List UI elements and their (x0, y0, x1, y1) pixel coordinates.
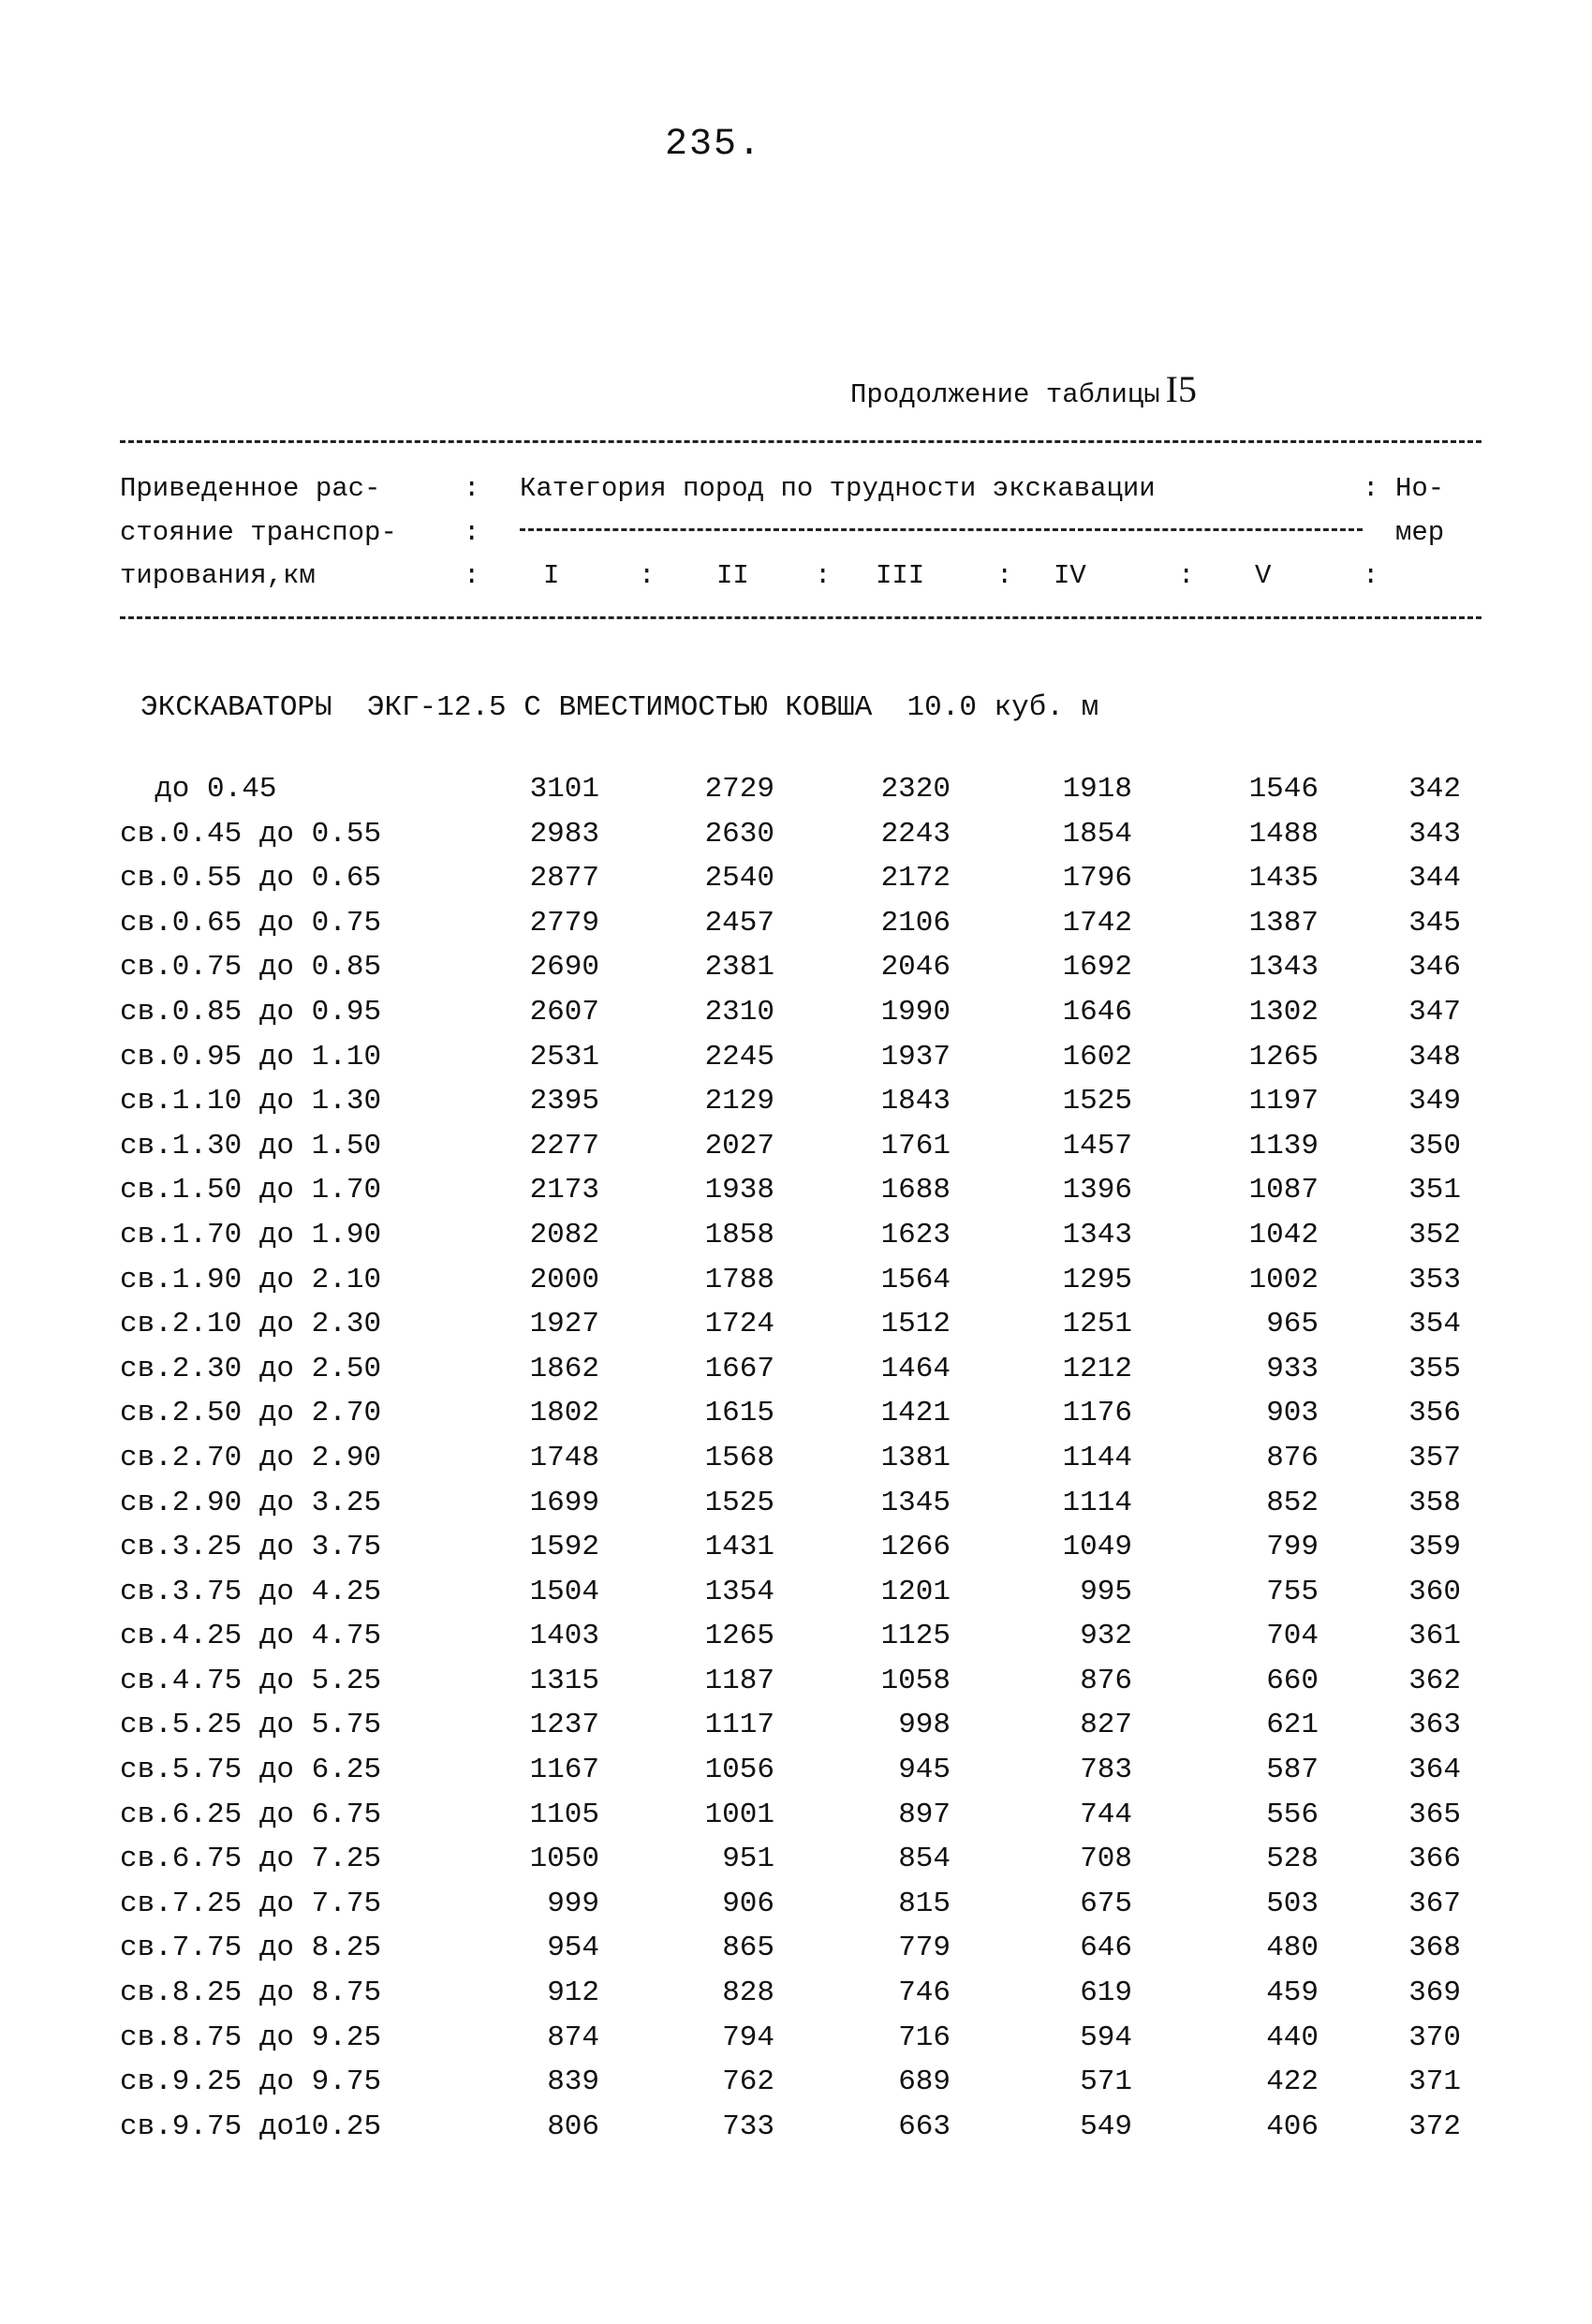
header-sep: : (464, 560, 480, 591)
distance-label: св.7.75 до 8.25 (120, 1932, 382, 1965)
table-row (0, 1219, 1592, 1264)
row-number: 345 (1408, 906, 1461, 940)
header-sep: : (1363, 560, 1379, 591)
value-category-V: 1002 (1248, 1263, 1319, 1296)
section-title: ЭКСКАВАТОРЫ ЭКГ-12.5 С ВМЕСТИМОСТЬЮ КОВША 10.0 куб. м (140, 691, 1099, 724)
value-category-IV: 1646 (1062, 995, 1132, 1029)
distance-label: св.7.25 до 7.75 (120, 1887, 382, 1920)
value-category-III: 1937 (880, 1040, 951, 1073)
value-category-III: 689 (898, 2065, 951, 2099)
table-row (0, 1932, 1592, 1976)
row-number: 348 (1408, 1040, 1461, 1073)
value-category-II: 2027 (704, 1129, 774, 1162)
row-number: 365 (1408, 1798, 1461, 1831)
value-category-II: 951 (722, 1843, 774, 1876)
distance-label: св.5.25 до 5.75 (120, 1709, 382, 1742)
table-caption (850, 367, 1197, 411)
table-row (0, 996, 1592, 1041)
value-category-I: 1802 (529, 1397, 599, 1430)
value-category-III: 1266 (880, 1531, 951, 1564)
value-category-I: 839 (547, 2065, 599, 2099)
value-category-IV: 932 (1080, 1620, 1132, 1653)
row-number: 368 (1408, 1932, 1461, 1965)
value-category-II: 2381 (704, 951, 774, 984)
row-number: 351 (1408, 1174, 1461, 1207)
value-category-III: 2320 (880, 773, 951, 806)
value-category-IV: 646 (1080, 1932, 1132, 1965)
distance-label: св.0.45 до 0.55 (120, 817, 382, 851)
value-category-IV: 1396 (1062, 1174, 1132, 1207)
table-row (0, 951, 1592, 996)
value-category-II: 2245 (704, 1040, 774, 1073)
row-number: 370 (1408, 2021, 1461, 2054)
row-number: 366 (1408, 1843, 1461, 1876)
value-category-I: 912 (547, 1976, 599, 2010)
value-category-IV: 675 (1080, 1887, 1132, 1920)
table-row (0, 818, 1592, 863)
data-table (0, 773, 1592, 2154)
value-category-I: 2779 (529, 906, 599, 940)
value-category-I: 1403 (529, 1620, 599, 1653)
header-group-title: Категория пород по трудности экскавации (520, 473, 1156, 504)
row-number: 352 (1408, 1218, 1461, 1251)
table-row (0, 1576, 1592, 1621)
table-row (0, 1531, 1592, 1576)
row-number: 362 (1408, 1664, 1461, 1697)
value-category-II: 2729 (704, 773, 774, 806)
table-row (0, 2110, 1592, 2155)
table-row (0, 1620, 1592, 1665)
value-category-IV: 995 (1080, 1575, 1132, 1608)
table-row (0, 1442, 1592, 1487)
value-category-V: 660 (1266, 1664, 1319, 1697)
value-category-I: 999 (547, 1887, 599, 1920)
value-category-III: 2243 (880, 817, 951, 851)
value-category-V: 1197 (1248, 1085, 1319, 1118)
value-category-III: 998 (898, 1709, 951, 1742)
row-number: 367 (1408, 1887, 1461, 1920)
table-row (0, 1709, 1592, 1754)
header-category-IV: IV (1054, 560, 1086, 591)
table-row (0, 1041, 1592, 1086)
row-number: 364 (1408, 1754, 1461, 1787)
value-category-III: 815 (898, 1887, 951, 1920)
distance-label: св.0.85 до 0.95 (120, 995, 382, 1029)
value-category-II: 2540 (704, 862, 774, 896)
distance-label: св.1.30 до 1.50 (120, 1129, 382, 1162)
table-row (0, 1264, 1592, 1309)
row-number: 359 (1408, 1531, 1461, 1564)
distance-label: св.6.25 до 6.75 (120, 1798, 382, 1831)
value-category-I: 954 (547, 1932, 599, 1965)
header-top-rule (120, 440, 1481, 443)
value-category-V: 1343 (1248, 951, 1319, 984)
row-number: 361 (1408, 1620, 1461, 1653)
value-category-IV: 1854 (1062, 817, 1132, 851)
value-category-IV: 876 (1080, 1664, 1132, 1697)
header-sep: : (1363, 473, 1379, 504)
value-category-II: 1667 (704, 1352, 774, 1385)
value-category-I: 2531 (529, 1040, 599, 1073)
header-category-V: V (1255, 560, 1272, 591)
header-category-III: III (876, 560, 925, 591)
row-number: 363 (1408, 1709, 1461, 1742)
value-category-IV: 744 (1080, 1798, 1132, 1831)
value-category-III: 1990 (880, 995, 951, 1029)
value-category-III: 1125 (880, 1620, 951, 1653)
table-row (0, 862, 1592, 907)
value-category-II: 762 (722, 2065, 774, 2099)
value-category-IV: 827 (1080, 1709, 1132, 1742)
header-col1-line3: тирования,км (120, 560, 316, 591)
row-number: 347 (1408, 995, 1461, 1029)
value-category-III: 897 (898, 1798, 951, 1831)
row-number: 349 (1408, 1085, 1461, 1118)
value-category-V: 965 (1266, 1308, 1319, 1341)
value-category-III: 1464 (880, 1352, 951, 1385)
value-category-V: 1087 (1248, 1174, 1319, 1207)
distance-label: св.4.75 до 5.25 (120, 1664, 382, 1697)
table-row (0, 1487, 1592, 1532)
distance-label: св.5.75 до 6.25 (120, 1754, 382, 1787)
value-category-IV: 1212 (1062, 1352, 1132, 1385)
value-category-V: 1387 (1248, 906, 1319, 940)
distance-label: св.3.75 до 4.25 (120, 1575, 382, 1608)
header-number-line2: мер (1395, 517, 1445, 548)
distance-label: св.2.70 до 2.90 (120, 1441, 382, 1474)
value-category-IV: 1796 (1062, 862, 1132, 896)
value-category-II: 1117 (704, 1709, 774, 1742)
table-row (0, 1887, 1592, 1932)
row-number: 357 (1408, 1441, 1461, 1474)
header-category-II: II (716, 560, 749, 591)
header-sep: : (815, 560, 832, 591)
header-sep: : (639, 560, 656, 591)
value-category-IV: 1525 (1062, 1085, 1132, 1118)
row-number: 371 (1408, 2065, 1461, 2099)
value-category-III: 716 (898, 2021, 951, 2054)
value-category-III: 746 (898, 1976, 951, 2010)
distance-label: св.8.25 до 8.75 (120, 1976, 382, 2010)
value-category-IV: 1114 (1062, 1486, 1132, 1519)
value-category-III: 1564 (880, 1263, 951, 1296)
header-sep: : (1178, 560, 1195, 591)
distance-label: св.9.25 до 9.75 (120, 2065, 382, 2099)
distance-label: св.0.75 до 0.85 (120, 951, 382, 984)
value-category-IV: 571 (1080, 2065, 1132, 2099)
table-row (0, 1976, 1592, 2021)
value-category-I: 1167 (529, 1754, 599, 1787)
value-category-V: 799 (1266, 1531, 1319, 1564)
value-category-V: 621 (1266, 1709, 1319, 1742)
value-category-V: 503 (1266, 1887, 1319, 1920)
header-col1-line2: стояние транспор- (120, 517, 397, 548)
distance-label: св.4.25 до 4.75 (120, 1620, 382, 1653)
distance-label: св.1.90 до 2.10 (120, 1263, 382, 1296)
value-category-II: 2310 (704, 995, 774, 1029)
distance-label: св.8.75 до 9.25 (120, 2021, 382, 2054)
table-row (0, 907, 1592, 952)
row-number: 353 (1408, 1263, 1461, 1296)
table-row (0, 1665, 1592, 1710)
distance-label: св.1.70 до 1.90 (120, 1218, 382, 1251)
value-category-II: 2457 (704, 906, 774, 940)
value-category-V: 587 (1266, 1754, 1319, 1787)
value-category-I: 1699 (529, 1486, 599, 1519)
value-category-I: 806 (547, 2109, 599, 2143)
value-category-I: 3101 (529, 773, 599, 806)
distance-label: св.2.50 до 2.70 (120, 1397, 382, 1430)
distance-label: св.9.75 до10.25 (120, 2109, 382, 2143)
distance-label: св.2.10 до 2.30 (120, 1308, 382, 1341)
value-category-III: 854 (898, 1843, 951, 1876)
value-category-II: 1615 (704, 1397, 774, 1430)
value-category-II: 828 (722, 1976, 774, 2010)
row-number: 360 (1408, 1575, 1461, 1608)
header-sep: : (464, 473, 480, 504)
row-number: 372 (1408, 2109, 1461, 2143)
value-category-IV: 1251 (1062, 1308, 1132, 1341)
value-category-II: 1938 (704, 1174, 774, 1207)
value-category-III: 1421 (880, 1397, 951, 1430)
value-category-III: 2106 (880, 906, 951, 940)
table-row (0, 1397, 1592, 1442)
value-category-I: 1927 (529, 1308, 599, 1341)
header-col1-line1: Приведенное рас- (120, 473, 381, 504)
value-category-I: 1504 (529, 1575, 599, 1608)
row-number: 358 (1408, 1486, 1461, 1519)
row-number: 343 (1408, 817, 1461, 851)
value-category-III: 779 (898, 1932, 951, 1965)
value-category-I: 1315 (529, 1664, 599, 1697)
value-category-V: 1546 (1248, 773, 1319, 806)
value-category-II: 1788 (704, 1263, 774, 1296)
distance-label: св.0.65 до 0.75 (120, 906, 382, 940)
value-category-III: 1761 (880, 1129, 951, 1162)
header-sep: : (464, 517, 480, 548)
value-category-II: 1056 (704, 1754, 774, 1787)
distance-label: св.2.90 до 3.25 (120, 1486, 382, 1519)
value-category-II: 1265 (704, 1620, 774, 1653)
table-row (0, 1843, 1592, 1887)
value-category-II: 1187 (704, 1664, 774, 1697)
value-category-V: 1488 (1248, 817, 1319, 851)
value-category-V: 528 (1266, 1843, 1319, 1876)
value-category-I: 1105 (529, 1798, 599, 1831)
value-category-II: 1431 (704, 1531, 774, 1564)
value-category-II: 733 (722, 2109, 774, 2143)
value-category-III: 663 (898, 2109, 951, 2143)
value-category-IV: 1343 (1062, 1218, 1132, 1251)
value-category-IV: 1742 (1062, 906, 1132, 940)
value-category-II: 1354 (704, 1575, 774, 1608)
value-category-I: 2082 (529, 1218, 599, 1251)
header-inner-rule (520, 528, 1363, 531)
value-category-II: 1568 (704, 1441, 774, 1474)
value-category-III: 1512 (880, 1308, 951, 1341)
header-number-line1: Но- (1395, 473, 1445, 504)
value-category-I: 2983 (529, 817, 599, 851)
value-category-V: 1042 (1248, 1218, 1319, 1251)
value-category-III: 2046 (880, 951, 951, 984)
page-number: 235. (665, 124, 763, 166)
value-category-I: 1748 (529, 1441, 599, 1474)
value-category-I: 2277 (529, 1129, 599, 1162)
row-number: 354 (1408, 1308, 1461, 1341)
value-category-V: 755 (1266, 1575, 1319, 1608)
value-category-II: 1525 (704, 1486, 774, 1519)
distance-label: св.1.10 до 1.30 (120, 1085, 382, 1118)
value-category-I: 1237 (529, 1709, 599, 1742)
row-number: 344 (1408, 862, 1461, 896)
value-category-I: 2395 (529, 1085, 599, 1118)
value-category-III: 1058 (880, 1664, 951, 1697)
distance-label: св.1.50 до 1.70 (120, 1174, 382, 1207)
value-category-V: 1302 (1248, 995, 1319, 1029)
table-number: I5 (1165, 368, 1197, 410)
value-category-III: 1623 (880, 1218, 951, 1251)
value-category-V: 1435 (1248, 862, 1319, 896)
value-category-V: 1139 (1248, 1129, 1319, 1162)
value-category-V: 852 (1266, 1486, 1319, 1519)
value-category-III: 2172 (880, 862, 951, 896)
value-category-II: 1724 (704, 1308, 774, 1341)
row-number: 369 (1408, 1976, 1461, 2010)
value-category-III: 1843 (880, 1085, 951, 1118)
header-bottom-rule (120, 616, 1481, 619)
value-category-IV: 619 (1080, 1976, 1132, 2010)
value-category-II: 2630 (704, 817, 774, 851)
value-category-I: 1050 (529, 1843, 599, 1876)
header-category-I: I (543, 560, 560, 591)
table-row (0, 1754, 1592, 1799)
value-category-III: 1201 (880, 1575, 951, 1608)
value-category-IV: 1049 (1062, 1531, 1132, 1564)
table-row (0, 1799, 1592, 1843)
value-category-V: 704 (1266, 1620, 1319, 1653)
value-category-II: 1001 (704, 1798, 774, 1831)
value-category-IV: 1144 (1062, 1441, 1132, 1474)
value-category-IV: 594 (1080, 2021, 1132, 2054)
value-category-IV: 1602 (1062, 1040, 1132, 1073)
value-category-I: 2877 (529, 862, 599, 896)
value-category-IV: 1918 (1062, 773, 1132, 806)
value-category-IV: 1295 (1062, 1263, 1132, 1296)
value-category-II: 2129 (704, 1085, 774, 1118)
table-row (0, 773, 1592, 818)
value-category-I: 874 (547, 2021, 599, 2054)
value-category-III: 945 (898, 1754, 951, 1787)
distance-label: до 0.45 (120, 773, 277, 806)
distance-label: св.6.75 до 7.25 (120, 1843, 382, 1876)
value-category-V: 933 (1266, 1352, 1319, 1385)
distance-label: св.0.95 до 1.10 (120, 1040, 382, 1073)
table-row (0, 1130, 1592, 1175)
value-category-I: 2173 (529, 1174, 599, 1207)
value-category-IV: 1457 (1062, 1129, 1132, 1162)
value-category-V: 440 (1266, 2021, 1319, 2054)
distance-label: св.2.30 до 2.50 (120, 1352, 382, 1385)
header-sep: : (996, 560, 1013, 591)
table-row (0, 1174, 1592, 1219)
value-category-V: 903 (1266, 1397, 1319, 1430)
table-row (0, 1308, 1592, 1353)
row-number: 342 (1408, 773, 1461, 806)
value-category-V: 422 (1266, 2065, 1319, 2099)
caption-text: Продолжение таблицы (850, 379, 1160, 410)
row-number: 350 (1408, 1129, 1461, 1162)
value-category-V: 556 (1266, 1798, 1319, 1831)
value-category-II: 1858 (704, 1218, 774, 1251)
value-category-II: 865 (722, 1932, 774, 1965)
value-category-II: 794 (722, 2021, 774, 2054)
value-category-I: 2000 (529, 1263, 599, 1296)
value-category-IV: 783 (1080, 1754, 1132, 1787)
value-category-I: 1592 (529, 1531, 599, 1564)
table-row (0, 2065, 1592, 2110)
value-category-IV: 1692 (1062, 951, 1132, 984)
value-category-IV: 708 (1080, 1843, 1132, 1876)
value-category-I: 2607 (529, 995, 599, 1029)
value-category-V: 406 (1266, 2109, 1319, 2143)
value-category-I: 2690 (529, 951, 599, 984)
value-category-III: 1688 (880, 1174, 951, 1207)
value-category-III: 1381 (880, 1441, 951, 1474)
value-category-III: 1345 (880, 1486, 951, 1519)
value-category-II: 906 (722, 1887, 774, 1920)
table-row (0, 2021, 1592, 2066)
value-category-IV: 549 (1080, 2109, 1132, 2143)
value-category-V: 459 (1266, 1976, 1319, 2010)
table-row (0, 1085, 1592, 1130)
distance-label: св.3.25 до 3.75 (120, 1531, 382, 1564)
value-category-IV: 1176 (1062, 1397, 1132, 1430)
value-category-V: 480 (1266, 1932, 1319, 1965)
distance-label: св.0.55 до 0.65 (120, 862, 382, 896)
row-number: 355 (1408, 1352, 1461, 1385)
table-row (0, 1353, 1592, 1398)
value-category-V: 1265 (1248, 1040, 1319, 1073)
value-category-I: 1862 (529, 1352, 599, 1385)
row-number: 346 (1408, 951, 1461, 984)
row-number: 356 (1408, 1397, 1461, 1430)
value-category-V: 876 (1266, 1441, 1319, 1474)
